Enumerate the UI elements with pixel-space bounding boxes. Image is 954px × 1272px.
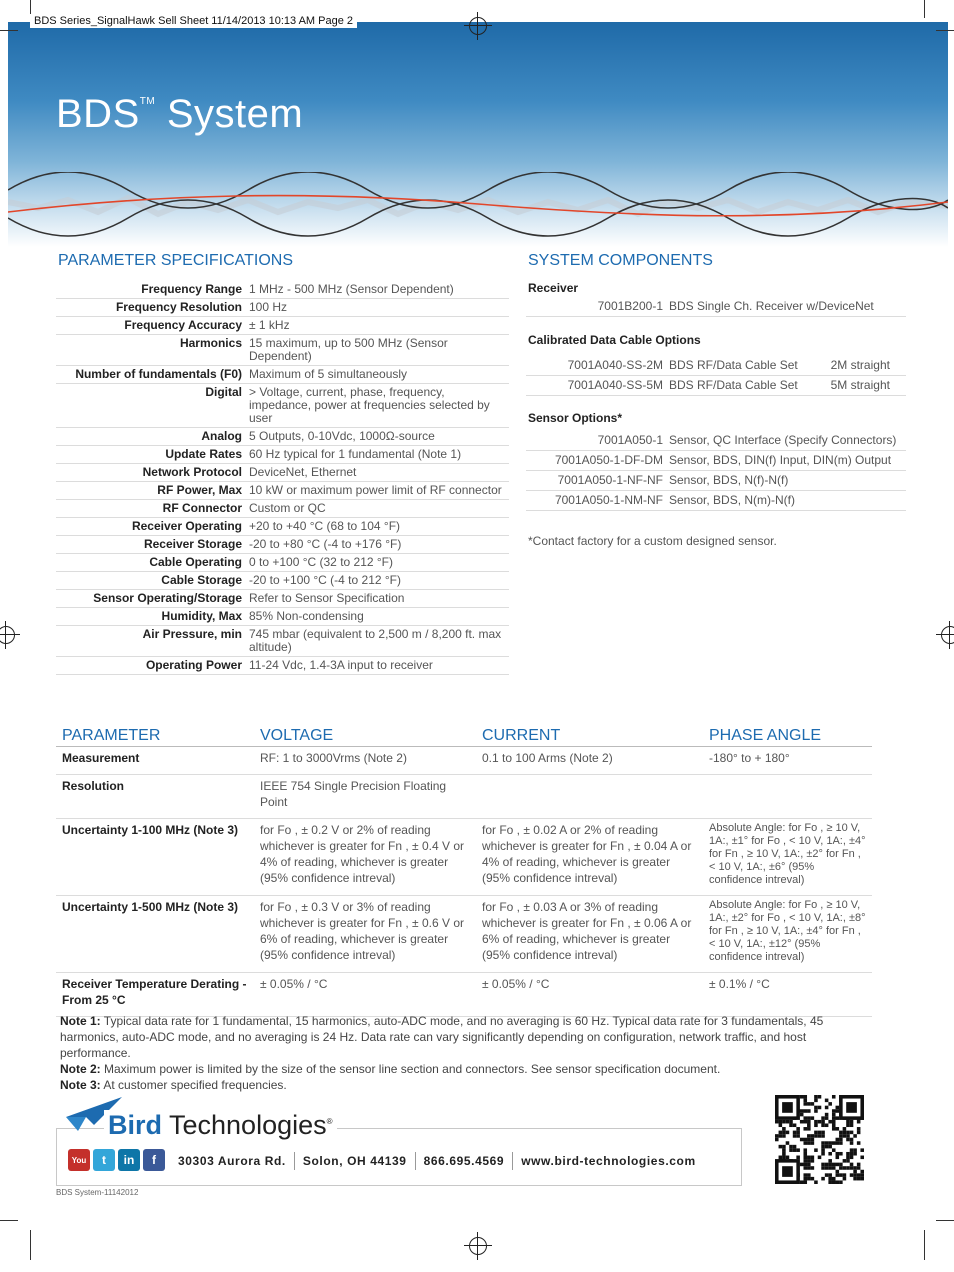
spec-row <box>56 335 509 366</box>
row-label: Uncertainty 1-500 MHz (Note 3) <box>56 896 254 973</box>
component-row <box>526 356 906 376</box>
spec-row <box>56 536 509 554</box>
note-label: Note 3: <box>60 1078 101 1092</box>
row-label: Uncertainty 1-100 MHz (Note 3) <box>56 819 254 896</box>
note-text: At customer specified frequencies. <box>100 1078 287 1092</box>
current-cell: for Fo , ± 0.02 A or 2% of reading whichever is greater for Fn , ± 0.04 A or 4% of reading, whichever is greater (95% confidence intreval) <box>476 819 703 896</box>
registration-mark-icon <box>941 626 954 644</box>
spec-label: Receiver Storage <box>56 536 245 554</box>
spec-label: Frequency Resolution <box>56 299 245 317</box>
spec-label: RF Connector <box>56 500 245 518</box>
document-id: BDS System-11142012 <box>56 1188 139 1197</box>
spec-label: Cable Storage <box>56 572 245 590</box>
divider <box>294 1152 295 1170</box>
note-label: Note 1: <box>60 1014 101 1028</box>
parameter-specifications-table <box>56 281 509 675</box>
linkedin-icon[interactable]: in <box>118 1149 140 1171</box>
twitter-icon[interactable]: t <box>93 1149 115 1171</box>
part-description: BDS RF/Data Cable Set <box>666 376 828 396</box>
measurement-row <box>56 896 872 973</box>
banner-title: BDS™ System <box>56 92 304 136</box>
spec-row <box>56 518 509 536</box>
spec-value: 100 Hz <box>245 299 509 317</box>
spec-value: 745 mbar (equivalent to 2,500 m / 8,200 ft. max altitude) <box>245 626 509 657</box>
spec-value: 0 to +100 °C (32 to 212 °F) <box>245 554 509 572</box>
print-slug: BDS Series_SignalHawk Sell Sheet 11/14/2013 10:13 AM Page 2 <box>30 14 357 28</box>
current-cell: 0.1 to 100 Arms (Note 2) <box>476 747 703 775</box>
address: 30303 Aurora Rd. <box>178 1154 286 1168</box>
crop-mark <box>0 30 18 31</box>
phase-angle-cell <box>703 775 872 819</box>
spec-value: 5 Outputs, 0-10Vdc, 1000Ω-source <box>245 428 509 446</box>
component-row <box>526 451 906 471</box>
spec-row <box>56 500 509 518</box>
phase-angle-cell: -180° to + 180° <box>703 747 872 775</box>
spec-label: Frequency Range <box>56 281 245 299</box>
note <box>60 1013 875 1061</box>
spec-label: Frequency Accuracy <box>56 317 245 335</box>
part-description: Sensor, BDS, N(f)-N(f) <box>666 471 906 491</box>
sensor-section-title: Sensor Options* <box>528 411 623 425</box>
header-banner <box>8 22 948 247</box>
spec-label: Air Pressure, min <box>56 626 245 657</box>
cable-options-table <box>526 356 906 396</box>
measurement-row <box>56 973 872 1017</box>
measurement-row <box>56 775 872 819</box>
spec-value: 15 maximum, up to 500 MHz (Sensor Dependent) <box>245 335 509 366</box>
city: Solon, OH 44139 <box>302 1154 407 1168</box>
website-link[interactable]: www.bird-technologies.com <box>521 1154 696 1168</box>
part-description: Sensor, QC Interface (Specify Connectors) <box>666 431 906 451</box>
component-row <box>526 297 906 317</box>
component-row <box>526 431 906 451</box>
column-header: CURRENT <box>476 724 703 747</box>
spec-label: Sensor Operating/Storage <box>56 590 245 608</box>
column-header: VOLTAGE <box>254 724 476 747</box>
note-text: Maximum power is limited by the size of the sensor line section and connectors. See sensor specification document. <box>100 1062 721 1076</box>
registration-mark-icon <box>469 17 487 35</box>
spec-value: +20 to +40 °C (68 to 104 °F) <box>245 518 509 536</box>
spec-value: Refer to Sensor Specification <box>245 590 509 608</box>
notes-section <box>60 1013 875 1093</box>
spec-label: Operating Power <box>56 657 245 675</box>
note <box>60 1061 875 1077</box>
part-number: 7001A040-SS-2M <box>526 356 666 376</box>
component-row <box>526 471 906 491</box>
spec-label: Analog <box>56 428 245 446</box>
part-number: 7001A050-1-NF-NF <box>526 471 666 491</box>
row-label: Receiver Temperature Derating - From 25 °C <box>56 973 254 1017</box>
spec-row <box>56 317 509 335</box>
spec-label: Cable Operating <box>56 554 245 572</box>
phone: 866.695.4569 <box>423 1154 505 1168</box>
facebook-icon[interactable]: f <box>143 1149 165 1171</box>
spec-value: 60 Hz typical for 1 fundamental (Note 1) <box>245 446 509 464</box>
spec-row <box>56 572 509 590</box>
spec-row <box>56 299 509 317</box>
crop-mark <box>936 1220 954 1221</box>
spec-label: RF Power, Max <box>56 482 245 500</box>
part-number: 7001A050-1 <box>526 431 666 451</box>
social-links <box>68 1149 165 1171</box>
spec-row <box>56 366 509 384</box>
spec-row <box>56 446 509 464</box>
signal-wave-graphic <box>8 172 948 247</box>
spec-value: -20 to +80 °C (-4 to +176 °F) <box>245 536 509 554</box>
spec-row <box>56 384 509 428</box>
component-row <box>526 376 906 396</box>
measurement-row <box>56 747 872 775</box>
voltage-cell: ± 0.05% / °C <box>254 973 476 1017</box>
spec-value: -20 to +100 °C (-4 to 212 °F) <box>245 572 509 590</box>
youtube-icon[interactable]: You <box>68 1149 90 1171</box>
part-description: Sensor, BDS, DIN(f) Input, DIN(m) Output <box>666 451 906 471</box>
part-description: BDS RF/Data Cable Set <box>666 356 828 376</box>
current-cell <box>476 775 703 819</box>
current-cell: ± 0.05% / °C <box>476 973 703 1017</box>
spec-row <box>56 626 509 657</box>
part-detail: 5M straight <box>828 376 906 396</box>
part-number: 7001A040-SS-5M <box>526 376 666 396</box>
spec-label: Harmonics <box>56 335 245 366</box>
contact-info <box>178 1152 696 1170</box>
spec-row <box>56 464 509 482</box>
crop-mark <box>924 0 925 18</box>
spec-value: ± 1 kHz <box>245 317 509 335</box>
spec-label: Digital <box>56 384 245 428</box>
parameter-specifications-heading: PARAMETER SPECIFICATIONS <box>58 252 293 269</box>
part-number: 7001A050-1-NM-NF <box>526 491 666 511</box>
spec-label: Network Protocol <box>56 464 245 482</box>
column-header: PHASE ANGLE <box>703 724 872 747</box>
spec-row <box>56 554 509 572</box>
crop-mark <box>30 1230 31 1260</box>
spec-row <box>56 482 509 500</box>
column-header: PARAMETER <box>56 724 254 747</box>
receiver-table <box>526 297 906 317</box>
part-detail: 2M straight <box>828 356 906 376</box>
spec-row <box>56 281 509 299</box>
measurement-row <box>56 819 872 896</box>
phase-angle-cell: Absolute Angle: for Fo , ≥ 10 V, 1A:, ±1° for Fo , < 10 V, 1A:, ±4° for Fn , ≥ 10 V, 1A:, ±2° for Fn , < 10 V, 1A:, ±6° (95% confidence intreval) <box>703 819 872 896</box>
spec-label: Receiver Operating <box>56 518 245 536</box>
crop-mark <box>924 1230 925 1260</box>
spec-value: 85% Non-condensing <box>245 608 509 626</box>
spec-value: 10 kW or maximum power limit of RF connector <box>245 482 509 500</box>
spec-value: > Voltage, current, phase, frequency, impedance, power at frequencies selected by user <box>245 384 509 428</box>
crop-mark <box>0 1220 18 1221</box>
spec-value: Maximum of 5 simultaneously <box>245 366 509 384</box>
crop-mark <box>936 30 954 31</box>
phase-angle-cell: Absolute Angle: for Fo , ≥ 10 V, 1A:, ±2° for Fo , < 10 V, 1A:, ±8° for Fn , ≥ 10 V, 1A:, ±4° for Fn , < 10 V, 1A:, ±12° (95% confidence intreval) <box>703 896 872 973</box>
spec-value: DeviceNet, Ethernet <box>245 464 509 482</box>
part-description: Sensor, BDS, N(m)-N(f) <box>666 491 906 511</box>
row-label: Resolution <box>56 775 254 819</box>
measurement-table <box>56 724 872 1017</box>
spec-label: Update Rates <box>56 446 245 464</box>
spec-row <box>56 608 509 626</box>
divider <box>512 1152 513 1170</box>
divider <box>415 1152 416 1170</box>
sensor-footnote: *Contact factory for a custom designed sensor. <box>528 534 777 548</box>
registration-mark-icon <box>469 1237 487 1255</box>
spec-value: Custom or QC <box>245 500 509 518</box>
note <box>60 1077 875 1093</box>
spec-row <box>56 657 509 675</box>
voltage-cell: IEEE 754 Single Precision Floating Point <box>254 775 476 819</box>
system-components-heading: SYSTEM COMPONENTS <box>528 252 713 269</box>
qr-code-icon[interactable] <box>775 1095 864 1184</box>
spec-value: 1 MHz - 500 MHz (Sensor Dependent) <box>245 281 509 299</box>
part-number: 7001A050-1-DF-DM <box>526 451 666 471</box>
spec-value: 11-24 Vdc, 1.4-3A input to receiver <box>245 657 509 675</box>
cable-section-title: Calibrated Data Cable Options <box>528 333 701 347</box>
part-number: 7001B200-1 <box>526 297 666 317</box>
spec-row <box>56 590 509 608</box>
voltage-cell: for Fo , ± 0.2 V or 2% of reading whichever is greater for Fn , ± 0.4 V or 4% of reading, whichever is greater (95% confidence intreval) <box>254 819 476 896</box>
note-text: Typical data rate for 1 fundamental, 15 harmonics, auto-ADC mode, and no averaging is 60 Hz. Typical data rate for 3 fundamentals, 45 harmonics, auto-ADC mode, and no averaging is 24 Hz. Data rate can vary significantly depending on configuration, network traffic, and host performance. <box>60 1014 824 1060</box>
spec-row <box>56 428 509 446</box>
row-label: Measurement <box>56 747 254 775</box>
part-description: BDS Single Ch. Receiver w/DeviceNet <box>666 297 906 317</box>
sensor-options-table <box>526 431 906 511</box>
voltage-cell: RF: 1 to 3000Vrms (Note 2) <box>254 747 476 775</box>
spec-label: Humidity, Max <box>56 608 245 626</box>
voltage-cell: for Fo , ± 0.3 V or 3% of reading whichever is greater for Fn , ± 0.6 V or 6% of reading, whichever is greater (95% confidence intreval) <box>254 896 476 973</box>
phase-angle-cell: ± 0.1% / °C <box>703 973 872 1017</box>
component-row <box>526 491 906 511</box>
registration-mark-icon <box>0 626 15 644</box>
brand-name: Bird Technologies® <box>104 1110 337 1141</box>
receiver-section-title: Receiver <box>528 281 579 295</box>
spec-label: Number of fundamentals (F0) <box>56 366 245 384</box>
note-label: Note 2: <box>60 1062 101 1076</box>
current-cell: for Fo , ± 0.03 A or 3% of reading whichever is greater for Fn , ± 0.06 A or 6% of reading, whichever is greater (95% confidence intreval) <box>476 896 703 973</box>
